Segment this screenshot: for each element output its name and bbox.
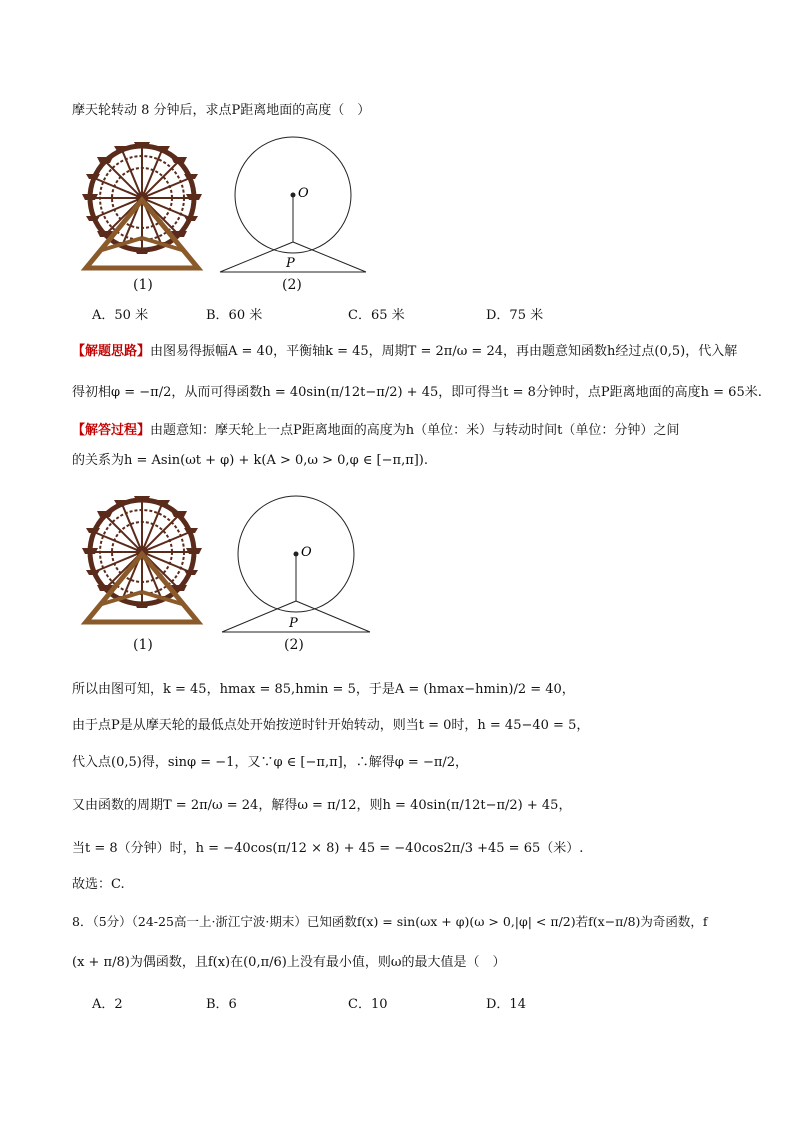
option-d[interactable]: D．75 米 <box>486 308 544 323</box>
q8-option-a[interactable]: A．2 <box>92 997 123 1012</box>
step-3: 代入点(0,5)得，sinφ = −1，又∵φ ∈ [−π,π]，∴解得φ = −π/2， <box>72 755 469 770</box>
ferris-wheel-figure <box>72 138 212 278</box>
q8-option-c[interactable]: C．10 <box>348 997 388 1012</box>
solution-idea-line2: 得初相φ = −π/2，从而可得函数h = 40sin(π/12t−π/2) + 45，即可得当t = 8分钟时，点P距离地面的高度h = 65米. <box>72 385 762 400</box>
point-p-label: P <box>286 256 295 271</box>
answer: 故选：C. <box>72 877 125 892</box>
figure2-label: (2) <box>282 277 302 293</box>
step-4: 又由函数的周期T = 2π/ω = 24，解得ω = π/12，则h = 40sin(π/12t−π/2) + 45， <box>72 798 572 813</box>
figure2-label-2: (2) <box>284 637 304 653</box>
step-2: 由于点P是从摩天轮的最低点处开始按逆时针开始转动，则当t = 0时，h = 45−40 = 5， <box>72 718 590 733</box>
point-o-label: O <box>301 545 312 560</box>
figure1-label: (1) <box>133 277 153 293</box>
q8-option-b[interactable]: B．6 <box>206 997 237 1012</box>
solution-idea-line1 <box>72 343 737 361</box>
circle-diagram <box>218 135 368 277</box>
idea-tag: 【解题思路】 <box>72 344 151 359</box>
step-1: 所以由图可知，k = 45，hmax = 85,hmin = 5，于是A = (hmax−hmin)/2 = 40， <box>72 682 575 697</box>
option-b[interactable]: B．60 米 <box>206 308 263 323</box>
option-c[interactable]: C．65 米 <box>348 308 405 323</box>
question8-stem-line2: (x + π/8)为偶函数，且f(x)在(0,π/6)上没有最小值，则ω的最大值是（ ） <box>72 955 506 970</box>
solution-process-line2: 的关系为h = Asin(ωt + φ) + k(A > 0,ω > 0,φ ∈ [−π,π]). <box>72 453 429 468</box>
step-5: 当t = 8（分钟）时，h = −40cos(π/12 × 8) + 45 = −40cos2π/3 +45 = 65（米）. <box>72 841 584 856</box>
figure1-label-2: (1) <box>133 637 153 653</box>
process-text1: 由题意知：摩天轮上一点P距离地面的高度为h（单位：米）与转动时间t（单位：分钟）之间 <box>150 423 680 438</box>
option-a[interactable]: A．50 米 <box>92 308 149 323</box>
solution-process-line1 <box>72 422 679 440</box>
idea-text1: 由图易得振幅A = 40，平衡轴k = 45，周期T = 2π/ω = 24，再由题意知函数h经过点(0,5)，代入解 <box>150 344 738 359</box>
point-p-label: P <box>289 616 298 631</box>
point-o-label: O <box>298 186 309 201</box>
circle-diagram-2 <box>220 494 372 636</box>
ferris-wheel-figure-2 <box>72 492 212 632</box>
ferris-wheel-icon <box>82 142 202 268</box>
question8-stem-line1: 8．（5分）（24-25高一上·浙江宁波·期末）已知函数f(x) = sin(ωx + φ)(ω > 0,|φ| < π/2)若f(x−π/8)为奇函数，f <box>72 914 708 929</box>
q8-option-d[interactable]: D．14 <box>486 997 526 1012</box>
ferris-wheel-icon <box>82 496 202 622</box>
question-stem: 摩天轮转动 8 分钟后，求点P距离地面的高度（ ） <box>72 103 371 118</box>
process-tag: 【解答过程】 <box>72 423 151 438</box>
